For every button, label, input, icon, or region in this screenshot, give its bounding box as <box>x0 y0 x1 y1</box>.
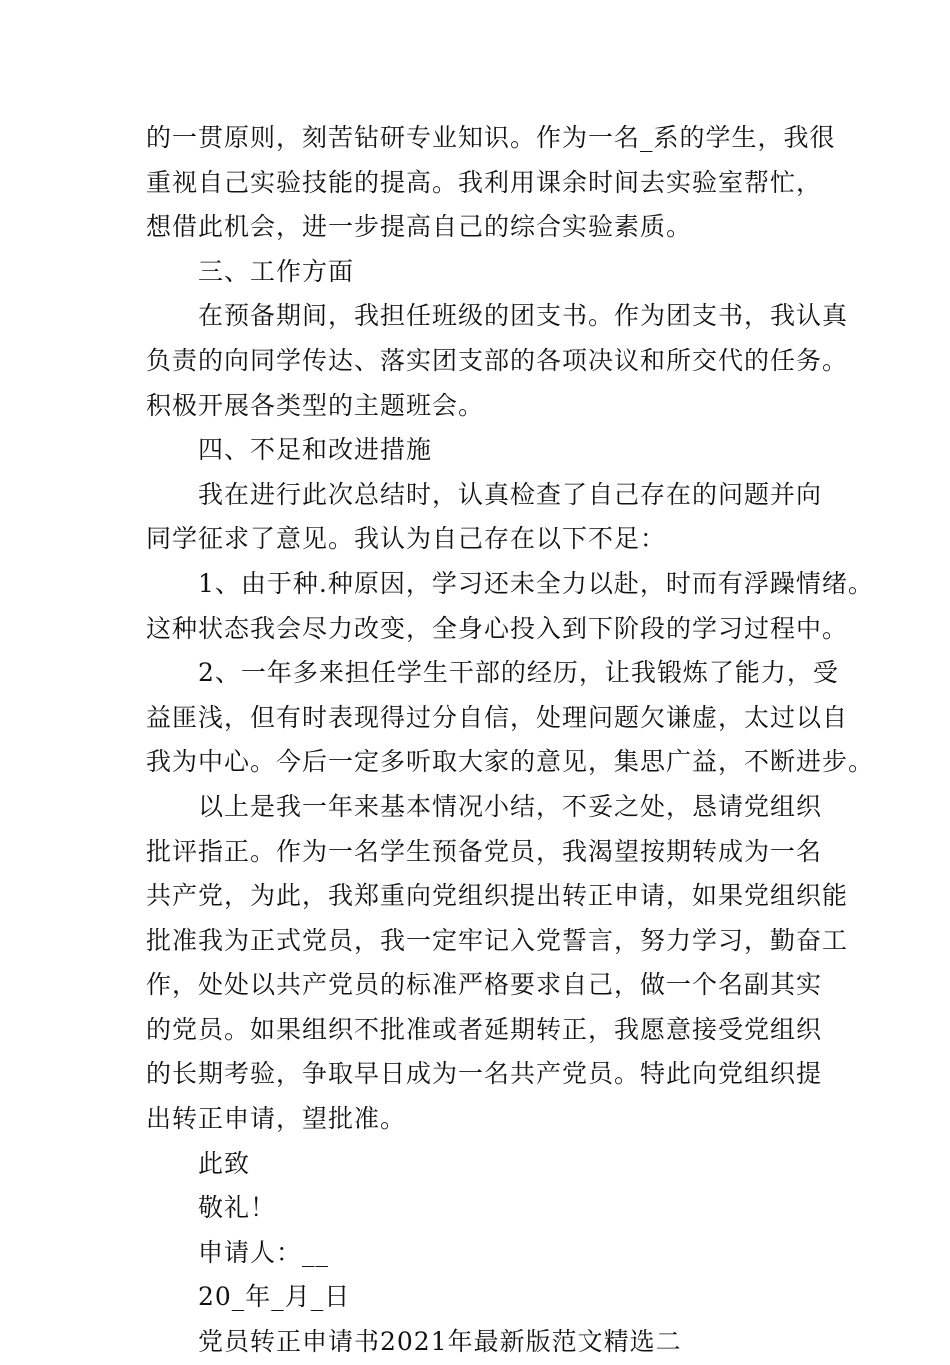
text-line: 积极开展各类型的主题班会。 <box>146 390 485 420</box>
text-line: 的党员。如果组织不批准或者延期转正，我愿意接受党组织 <box>146 1014 823 1044</box>
text-line: 这种状态我会尽力改变，全身心投入到下阶段的学习过程中。 <box>146 613 849 643</box>
text-line: 我在进行此次总结时，认真检查了自己存在的问题并向 <box>198 479 823 509</box>
text-line: 20_年_月_日 <box>198 1282 351 1312</box>
text-line: 党员转正申请书2021年最新版范文精选二 <box>198 1327 682 1357</box>
text-line: 四、不足和改进措施 <box>198 435 433 465</box>
text-line: 的一贯原则，刻苦钻研专业知识。作为一名_系的学生，我很 <box>146 123 836 152</box>
document-body <box>146 116 875 1365</box>
text-line: 批评指正。作为一名学生预备党员，我渴望按期转成为一名 <box>146 836 823 866</box>
text-line: 1、由于种.种原因，学习还未全力以赴，时而有浮躁情绪。 <box>198 568 874 598</box>
text-line: 2、一年多来担任学生干部的经历，让我锻炼了能力，受 <box>198 658 839 688</box>
text-line: 申请人：__ <box>198 1237 330 1267</box>
text-line: 在预备期间，我担任班级的团支书。作为团支书，我认真 <box>198 301 849 331</box>
text-line: 的长期考验，争取早日成为一名共产党员。特此向党组织提 <box>146 1059 823 1089</box>
text-line: 以上是我一年来基本情况小结，不妥之处，恳请党组织 <box>198 791 823 821</box>
text-line: 想借此机会，进一步提高自己的综合实验素质。 <box>146 212 693 242</box>
text-line: 敬礼！ <box>198 1193 277 1223</box>
text-line: 批准我为正式党员，我一定牢记入党誓言，努力学习，勤奋工 <box>146 925 849 955</box>
text-line: 出转正申请，望批准。 <box>146 1104 407 1134</box>
text-line: 三、工作方面 <box>198 256 355 286</box>
text-line: 负责的向同学传达、落实团支部的各项决议和所交代的任务。 <box>146 345 849 375</box>
text-line: 此致 <box>198 1148 251 1178</box>
text-line: 作，处处以共产党员的标准严格要求自己，做一个名副其实 <box>146 970 823 1000</box>
text-line: 共产党，为此，我郑重向党组织提出转正申请，如果党组织能 <box>146 881 849 911</box>
text-line: 重视自己实验技能的提高。我利用课余时间去实验室帮忙， <box>146 167 823 197</box>
text-line: 我为中心。今后一定多听取大家的意见，集思广益，不断进步。 <box>146 747 875 777</box>
text-line: 同学征求了意见。我认为自己存在以下不足： <box>146 524 667 554</box>
text-line: 益匪浅，但有时表现得过分自信，处理问题欠谦虚，太过以自 <box>146 702 849 732</box>
